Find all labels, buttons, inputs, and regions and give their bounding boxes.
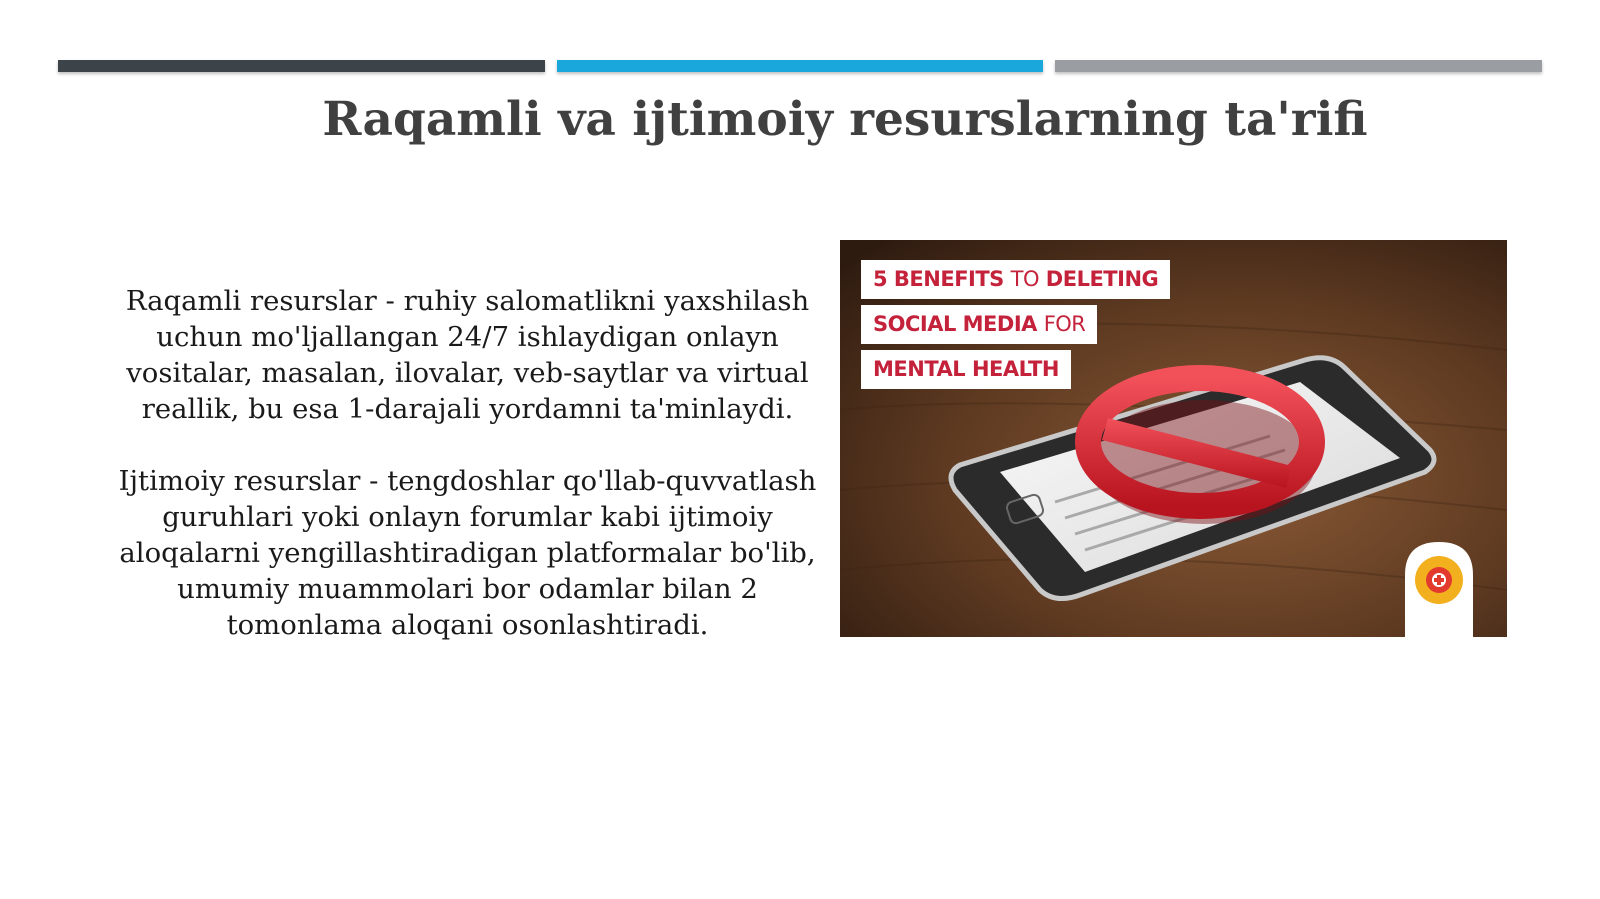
image-caption-line-1: 5 BENEFITS TO DELETING xyxy=(861,260,1170,299)
accent-bar-blue xyxy=(557,60,1043,72)
accent-bar-gray xyxy=(1055,60,1542,72)
paragraph-digital-resources: Raqamli resurslar - ruhiy salomatlikni yaxshilash uchun mo'ljallangan 24/7 ishlaydigan onlayn vositalar, masalan, ilovalar, veb-saytlar va virtual reallik, bu esa 1-darajali yordamni ta'minlaydi. xyxy=(125,285,810,425)
logo-badge-icon xyxy=(1405,542,1473,637)
social-media-image xyxy=(840,240,1507,637)
slide-title: Raqamli va ijtimoiy resurslarning ta'rifi xyxy=(322,92,1368,147)
body-text xyxy=(105,283,830,643)
paragraph-social-resources: Ijtimoiy resurslar - tengdoshlar qo'llab-quvvatlash guruhlari yoki onlayn forumlar kabi ijtimoiy aloqalarni yengillashtiradigan platformalar bo'lib, umumiy muammolari bor odamlar bilan 2 tomonlama aloqani osonlashtiradi. xyxy=(118,465,817,641)
accent-bar-dark xyxy=(58,60,545,72)
image-caption-line-3: MENTAL HEALTH xyxy=(861,350,1071,389)
image-caption-line-2: SOCIAL MEDIA FOR xyxy=(861,305,1097,344)
